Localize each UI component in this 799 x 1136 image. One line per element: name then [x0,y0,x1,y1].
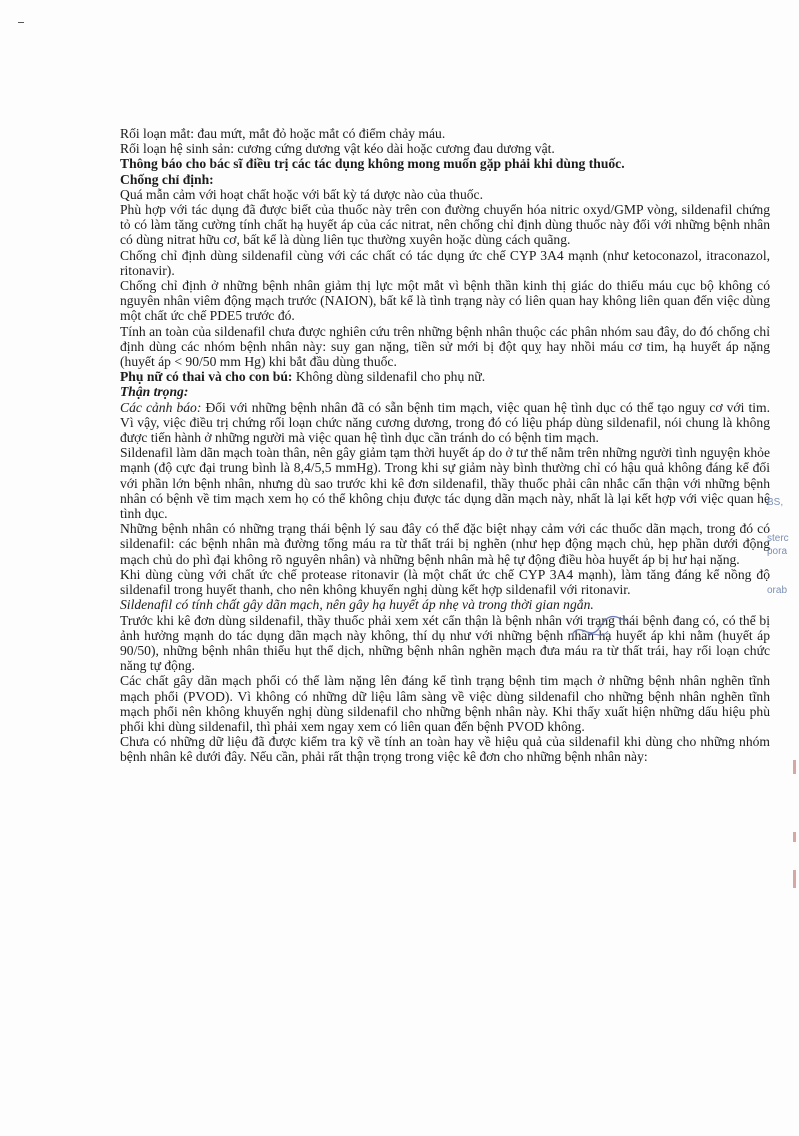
paragraph [120,567,770,597]
text-run: Những bệnh nhân có những trạng thái bệnh lý sau đây có thể đặc biệt nhạy cảm với các thuốc dãn mạch, trong đó có sildenafil: các bệnh nhân mà đường tống máu ra từ thất trái bị nghẽn (như hẹp động mạch chủ, hẹp phần dưới động mạch chủ do phì đại không rõ nguyên nhân) và những bệnh nhân mà hệ tự động điều hòa huyết áp bị hư hại nặng. [120,521,770,567]
margin-fragment-4: orab [767,585,788,596]
text-run: Thông báo cho bác sĩ điều trị các tác dụng không mong muốn gặp phải khi dùng thuốc. [120,156,625,172]
paragraph [120,369,770,384]
scan-edge-mark [793,832,796,842]
scan-edge-mark [793,870,796,888]
paragraph [120,172,770,187]
margin-fragment-3: pora [767,546,788,557]
paragraph [120,384,770,399]
paragraph [120,613,770,674]
text-run: Đối với những bệnh nhân đã có sẵn bệnh tim mạch, việc quan hệ tình dục có thể tạo nguy cơ với tim. Vì vậy, việc điều trị chứng rối loạn chức năng cương dương, trong đó có liệu pháp dùng sildenafil, nói chung là không được tiến hành ở những người mà việc quan hệ tình dục cần tránh do có bệnh tim mạch. [120,399,770,446]
text-run: Sildenafil làm dãn mạch toàn thân, nên gây giảm tạm thời huyết áp do ở tư thế nằm trên những người tình nguyện khỏe mạnh (độ cực đại trung bình là 8,4/5,5 mmHg). Trong khi sự giảm này bình thường chỉ có hậu quả không đáng kể đối với phần lớn bệnh nhân, nhưng dù sao trước khi kê đơn sildenafil, thầy thuốc phải cân nhắc cẩn thận với những bệnh nhân có bệnh về tim mạch xem họ có thể không chịu được tác dụng dãn mạch này, nhất là lại kết hợp với việc quan hệ tình dục. [120,445,770,522]
text-run: Thận trọng: [120,384,189,400]
scan-mark [18,22,24,23]
paragraph [120,445,770,521]
paragraph [120,187,770,202]
text-run: Khi dùng cùng với chất ức chế protease ritonavir (là một chất ức chế CYP 3A4 mạnh), làm tăng đáng kể nồng độ sildenafil trong huyết thanh, cho nên không khuyến nghị dùng kết hợp sildenafil với ritonavir. [120,566,770,598]
margin-fragment-2: sterc [767,533,789,544]
paragraph [120,597,770,612]
text-run: Các chất gây dãn mạch phổi có thể làm nặng lên đáng kể tình trạng bệnh tim mạch ở những bệnh nhân nghẽn tĩnh mạch phổi (PVOD). Vì không có những dữ liệu lâm sàng về việc dùng sildenafil cho những bệnh nhân nghẽn tĩnh mạch phổi nên không khuyến nghị dùng sildenafil cho những bệnh nhân này. Khi thấy xuất hiện những dấu hiệu phù phổi khi dùng sildenafil, thì phải xem ngay xem có liên quan đến bệnh PVOD không. [120,673,770,734]
text-run: Chưa có những dữ liệu đã được kiểm tra kỹ về tính an toàn hay về hiệu quả của sildenafil khi dùng cho những nhóm bệnh nhân kê dưới đây. Nếu cần, phải rất thận trọng trong việc kê đơn cho những bệnh nhân này: [120,734,770,765]
scan-edge-mark [793,760,796,774]
text-run: Sildenafil có tính chất gây dãn mạch, nên gây hạ huyết áp nhẹ và trong thời gian ngắn. [120,597,594,613]
paragraph [120,278,770,324]
text-run: Phù hợp với tác dụng đã được biết của thuốc này trên con đường chuyển hóa nitric oxyd/GMP vòng, sildenafil chứng tỏ có làm tăng cường tính chất hạ huyết áp của các nitrat, nên chống chỉ định dùng thuốc này đối với những bệnh nhân có dùng nitrat hữu cơ, bất kể là dùng liên tục thường xuyên hoặc dùng cách quãng. [120,202,770,248]
text-run: Rối loạn hệ sinh sản: cương cứng dương vật kéo dài hoặc cương đau dương vật. [120,141,555,157]
margin-fragment-1: BS, [767,497,784,508]
text-run: Tính an toàn của sildenafil chưa được nghiên cứu trên những bệnh nhân thuộc các phân nhóm sau đây, do đó chống chỉ định dùng các nhóm bệnh nhân này: suy gan nặng, tiền sử mới bị đột quỵ hay nhồi máu cơ tim, hạ huyết áp nặng (huyết áp < 90/50 mm Hg) khi bắt đầu dùng thuốc. [120,323,770,370]
paragraph [120,141,770,156]
text-run: Chống chỉ định ở những bệnh nhân giảm thị lực một mắt vì bệnh thần kinh thị giác do thiếu máu cục bộ không có nguyên nhân viêm động mạch trước (NAION), bất kể là tình trạng này có liên quan hay không liên quan đến việc dùng một chất ức chế PDE5 trước đó. [120,278,770,324]
document-body [120,126,770,765]
paragraph [120,734,770,764]
paragraph [120,521,770,567]
paragraph [120,202,770,248]
paragraph [120,400,770,446]
text-run: Phụ nữ có thai và cho con bú: [120,369,293,385]
text-run: Rối loạn mắt: đau mứt, mắt đỏ hoặc mắt có điểm chảy máu. [120,126,446,141]
paragraph [120,126,770,141]
text-run: Không dùng sildenafil cho phụ nữ. [292,369,486,385]
paragraph [120,324,770,370]
text-run: Các cảnh báo: [120,399,202,415]
paragraph [120,248,770,278]
paragraph [120,673,770,734]
text-run: Chống chỉ định dùng sildenafil cùng với các chất có tác dụng ức chế CYP 3A4 mạnh (như ketoconazol, itraconazol, ritonavir). [120,247,770,278]
text-run: Chống chỉ định: [120,171,214,187]
paragraph [120,156,770,171]
text-run: Trước khi kê đơn dùng sildenafil, thầy thuốc phải xem xét cẩn thận là bệnh nhân với trạng thái bệnh đang có, có thể bị ảnh hưởng mạnh do tác dụng dãn mạch này không, thí dụ như với những bệnh nhân hạ huyết áp khi nằm (huyết áp 90/50), những bệnh nhân thiếu hụt thể dịch, những bệnh nhân nghẽn mạch đưa máu ra từ thất trái, hay rối loạn chức năng tự động. [120,612,770,674]
handwritten-mark [570,615,630,645]
text-run: Quá mẫn cảm với hoạt chất hoặc với bất kỳ tá dược nào của thuốc. [120,186,483,202]
